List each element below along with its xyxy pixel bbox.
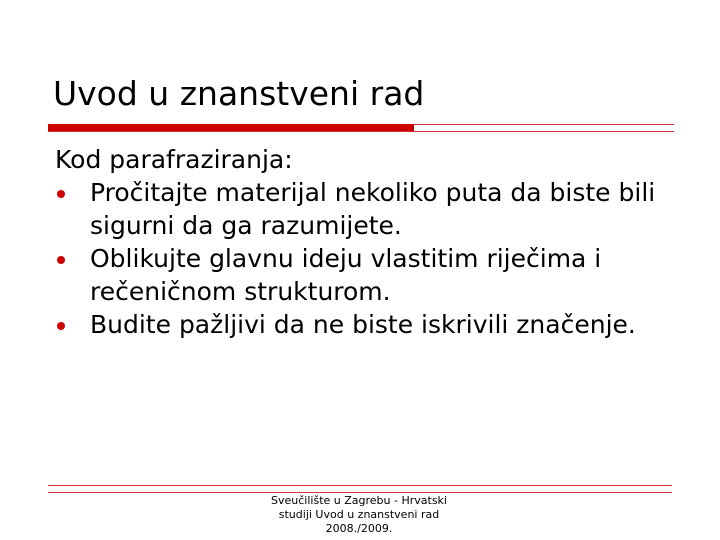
footer-line: studiji Uvod u znanstveni rad (278, 508, 440, 521)
slide-title: Uvod u znanstveni rad (53, 74, 425, 113)
bullet-dot-icon (57, 322, 65, 330)
title-underline-rule-bottom (48, 131, 674, 132)
body-intro: Kod parafraziranja: (55, 145, 293, 174)
bullet-list (55, 176, 675, 341)
footer-line: 2008./2009. (325, 522, 393, 535)
bullet-text: Pročitajte materijal nekoliko puta da biste bili sigurni da ga razumijete. (90, 178, 656, 240)
footer-rule-bottom (48, 492, 672, 493)
slide-body (55, 143, 675, 341)
bullet-dot-icon (57, 256, 65, 264)
bullet-item (55, 308, 675, 341)
bullet-text: Oblikujte glavnu ideju vlastitim riječima i rečeničnom strukturom. (90, 244, 602, 306)
footer-rule-top (48, 485, 672, 486)
bullet-text: Budite pažljivi da ne biste iskrivili značenje. (90, 310, 636, 339)
title-underline-rule-top (414, 124, 674, 125)
bullet-item (55, 176, 675, 242)
slide-footer (250, 494, 468, 536)
bullet-dot-icon (57, 190, 65, 198)
bullet-item (55, 242, 675, 308)
footer-line: Sveučilište u Zagrebu - Hrvatski (271, 494, 447, 507)
